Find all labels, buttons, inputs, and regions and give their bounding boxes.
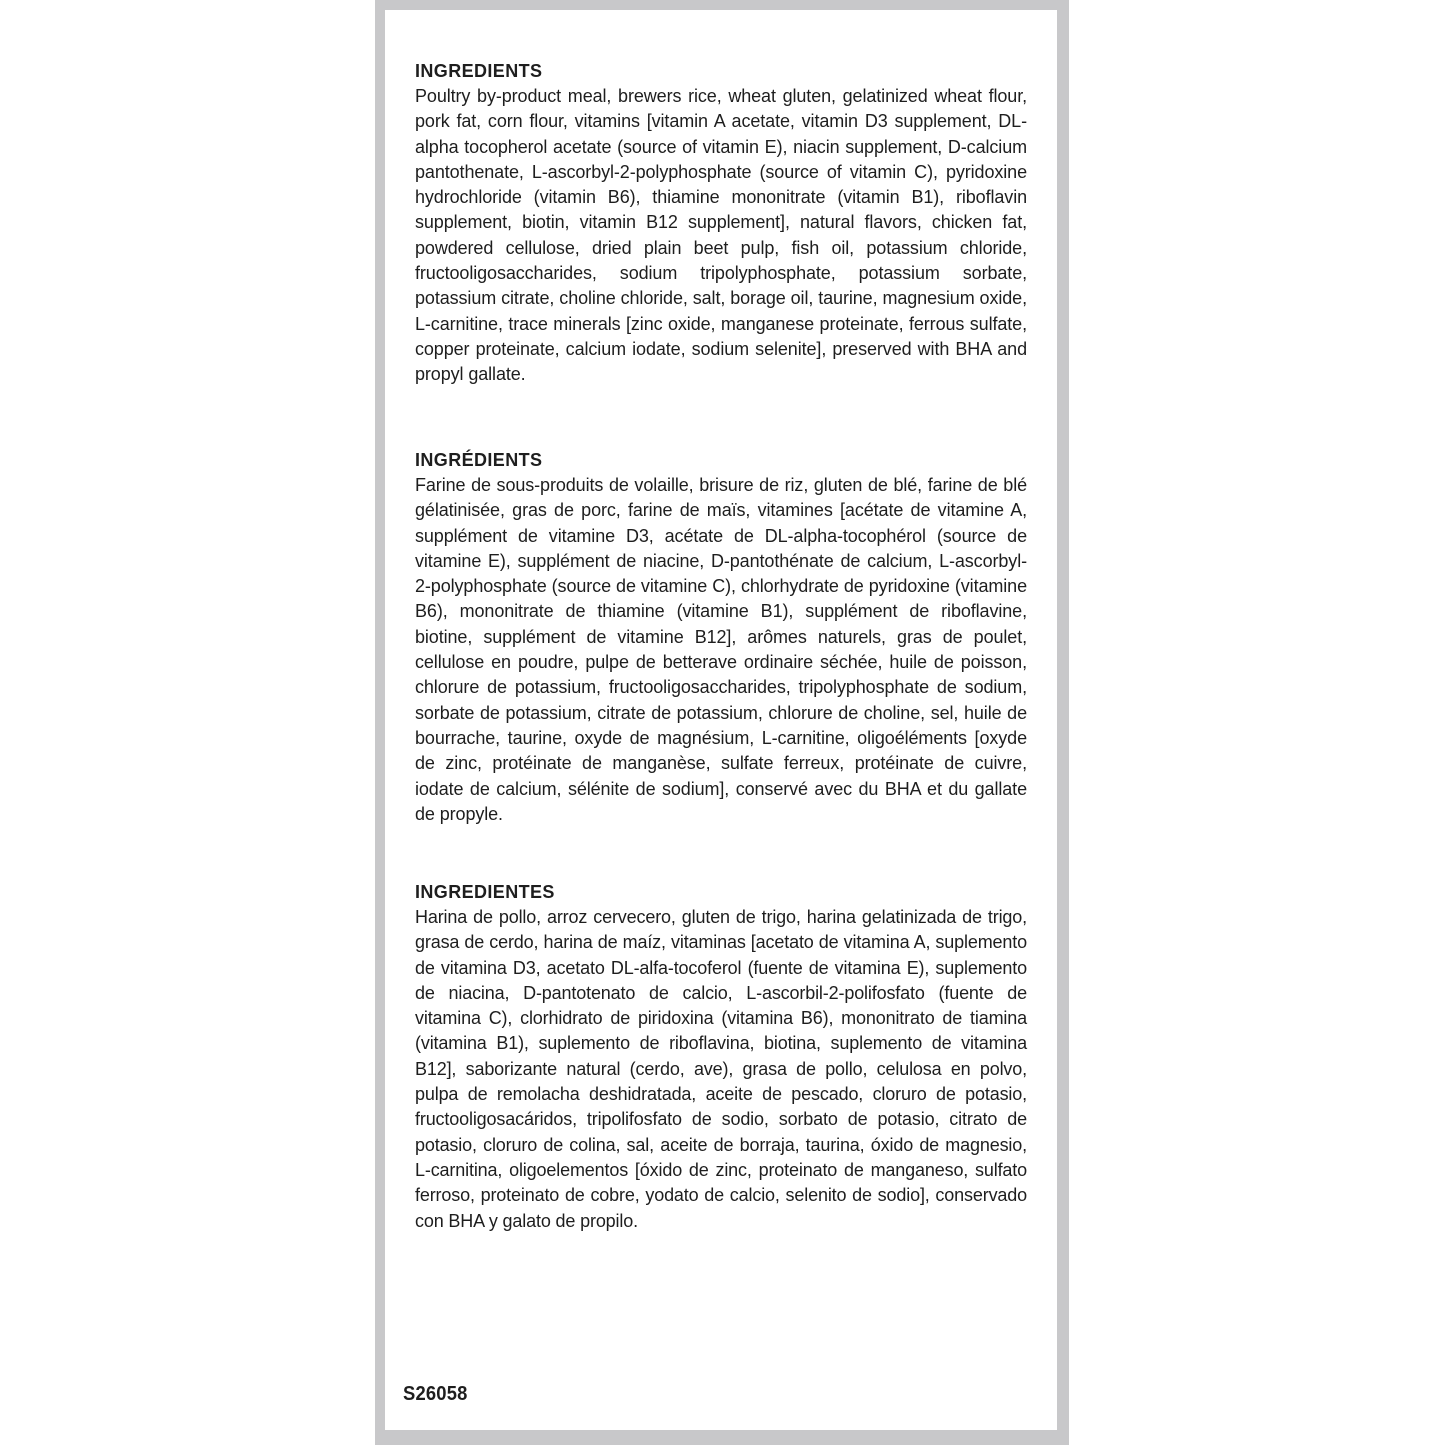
- ingredients-section-french: [415, 448, 1027, 827]
- label-frame: [375, 0, 1069, 1445]
- section-heading-spanish: INGREDIENTES: [415, 882, 555, 902]
- section-heading-english: INGREDIENTS: [415, 61, 543, 81]
- ingredients-text-english: Poultry by-product meal, brewers rice, wheat gluten, gelatinized wheat flour, pork fat, corn flour, vitamins [vitamin A acetate, vitamin D3 supplement, DL-alpha tocopherol acetate (source of vitamin E), niacin supplement, D-calcium pantothenate, L-ascorbyl-2-polyphosphate (source of vitamin C), pyridoxine hydrochloride (vitamin B6), thiamine mononitrate (vitamin B1), riboflavin supplement, biotin, vitamin B12 supplement], natural flavors, chicken fat, powdered cellulose, dried plain beet pulp, fish oil, potassium chloride, fructooligosaccharides, sodium tripolyphosphate, potassium sorbate, potassium citrate, choline chloride, salt, borage oil, taurine, magnesium oxide, L-carnitine, trace minerals [zinc oxide, manganese proteinate, ferrous sulfate, copper proteinate, calcium iodate, sodium selenite], preserved with BHA and propyl gallate.: [415, 86, 1027, 385]
- ingredients-text-french: Farine de sous-produits de volaille, brisure de riz, gluten de blé, farine de blé gélatinisée, gras de porc, farine de maïs, vitamines [acétate de vitamine A, supplément de vitamine D3, acétate de DL-alpha-tocophérol (source de vitamine E), supplément de niacine, D-pantothénate de calcium, L-ascorbyl-2-polyphosphate (source de vitamine C), chlorhydrate de pyridoxine (vitamine B6), mononitrate de thiamine (vitamine B1), supplément de riboflavine, biotine, supplément de vitamine B12], arômes naturels, gras de poulet, cellulose en poudre, pulpe de betterave ordinaire séchée, huile de poisson, chlorure de potassium, fructooligosaccharides, tripolyphosphate de sodium, sorbate de potassium, citrate de potassium, chlorure de choline, sel, huile de bourrache, taurine, oxyde de magnésium, L-carnitine, oligoéléments [oxyde de zinc, protéinate de manganèse, sulfate ferreux, protéinate de cuivre, iodate de calcium, sélénite de sodium], conservé avec du BHA et du gallate de propyle.: [415, 475, 1027, 824]
- section-heading-french: INGRÉDIENTS: [415, 450, 543, 470]
- ingredients-section-english: [415, 59, 1027, 388]
- ingredients-text-spanish: Harina de pollo, arroz cervecero, gluten de trigo, harina gelatinizada de trigo, grasa de cerdo, harina de maíz, vitaminas [acetato de vitamina A, suplemento de vitamina D3, acetato DL-alfa-tocoferol (fuente de vitamina E), suplemento de niacina, D-pantotenato de calcio, L-ascorbil-2-polifosfato (fuente de vitamina C), clorhidrato de piridoxina (vitamina B6), mononitrato de tiamina (vitamina B1), suplemento de riboflavina, biotina, suplemento de vitamina B12], saborizante natural (cerdo, ave), grasa de pollo, celulosa en polvo, pulpa de remolacha deshidratada, aceite de pescado, cloruro de potasio, fructooligosacáridos, tripolifosfato de sodio, sorbato de potasio, citrato de potasio, cloruro de colina, sal, aceite de borraja, taurina, óxido de magnesio, L-carnitina, oligoelementos [óxido de zinc, proteinato de manganeso, sulfato ferroso, proteinato de cobre, yodato de calcio, selenito de sodio], conservado con BHA y galato de propilo.: [415, 907, 1027, 1231]
- ingredients-label: [385, 10, 1057, 1430]
- ingredients-section-spanish: [415, 880, 1027, 1234]
- product-code: S26058: [403, 1383, 468, 1405]
